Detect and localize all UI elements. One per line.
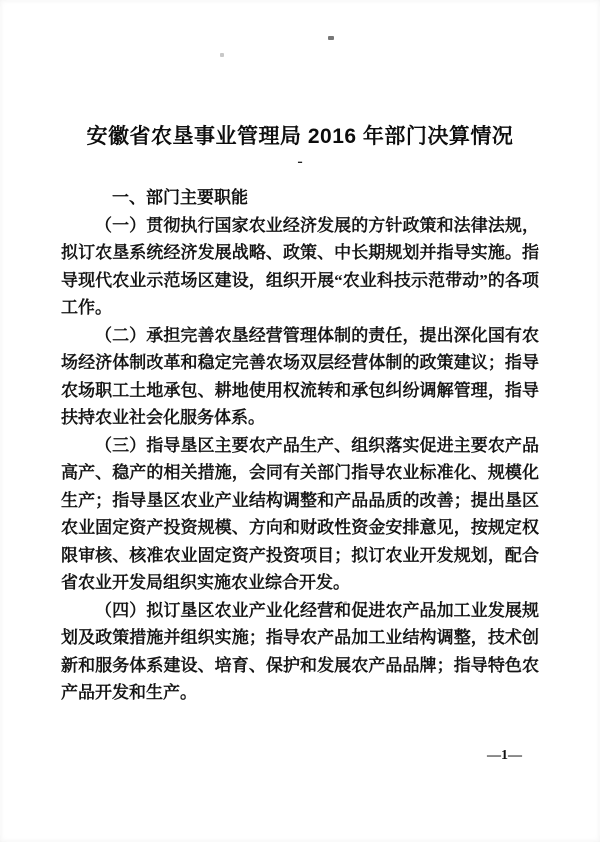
paragraph-2: （二）承担完善农垦经营管理体制的责任，提出深化国有农场经济体制改革和稳定完善农场双层经营体制的政策建议；指导农场职工土地承包、耕地使用权流转和承包纠纷调解管理，指导扶持农业社会化服务体系。 [61, 325, 539, 427]
scan-speck [328, 36, 334, 40]
paragraph-4: （四）拟订垦区农业产业化经营和促进农产品加工业发展规划及政策措施并组织实施；指导农产品加工业结构调整，技术创新和服务体系建设、培育、保护和发展农产品品牌；指导特色农产品开发和生产。 [61, 600, 539, 702]
document-title: 安徽省农垦事业管理局 2016 年部门决算情况 [86, 125, 514, 148]
paragraph-1: （一）贯彻执行国家农业经济发展的方针政策和法律法规，拟订农垦系统经济发展战略、政策、中长期规划并指导实施。指导现代农业示范场区建设，组织开展“农业科技示范带动”的各项工作。 [61, 215, 539, 317]
section-heading: 一、部门主要职能 [112, 188, 248, 207]
scan-speck [220, 53, 224, 57]
stray-dash-mark: - [297, 153, 303, 170]
paragraph-3: （三）指导垦区主要农产品生产、组织落实促进主要农产品高产、稳产的相关措施，会同有关部门指导农业标准化、规模化生产；指导垦区农业产业结构调整和产品品质的改善；提出垦区农业固定资产投资规模、方向和财政性资金安排意见，按规定权限审核、核准农业固定资产投资项目；拟订农业开发规划，配合省农业开发局组织实施农业综合开发。 [61, 435, 539, 592]
document-body [61, 184, 539, 707]
page-number: —1— [487, 748, 522, 763]
